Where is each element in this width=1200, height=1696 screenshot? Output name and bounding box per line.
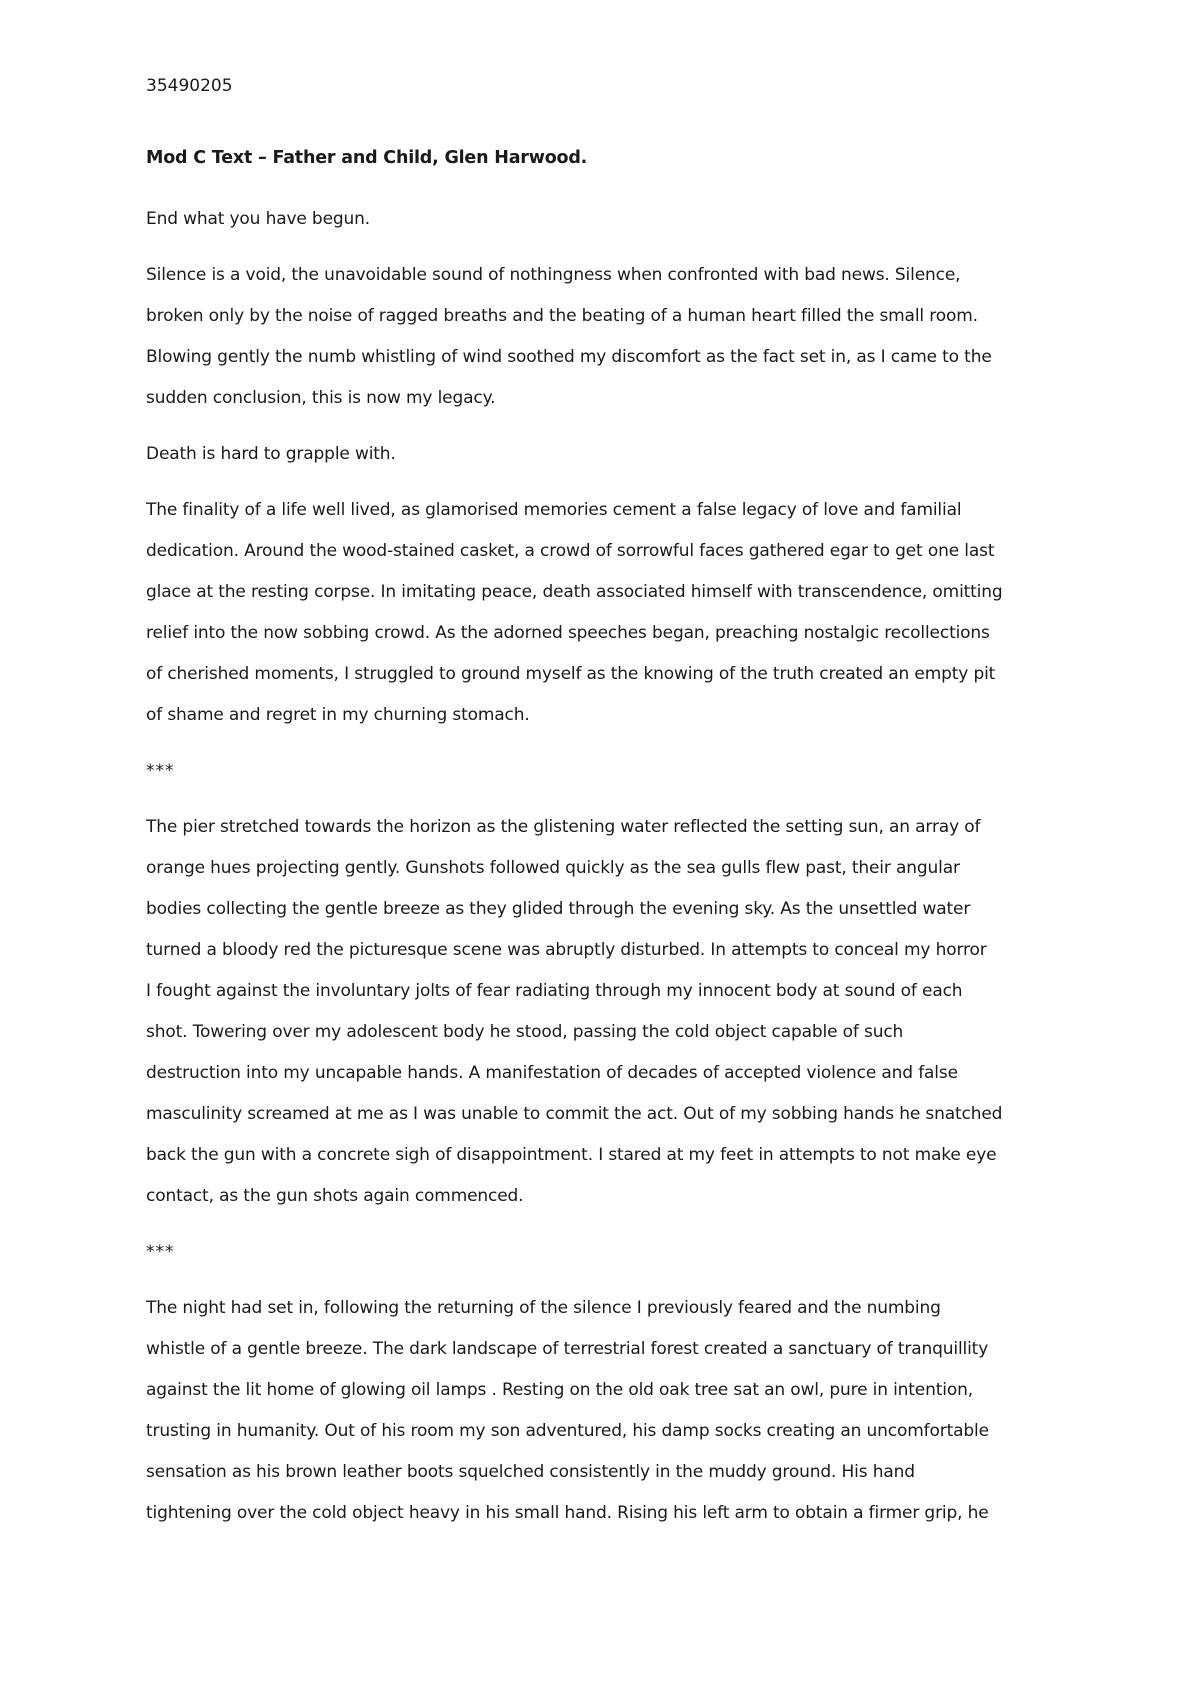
paragraph-line: trusting in humanity. Out of his room my son adventured, his damp socks creating an uncomfortable: [146, 1421, 989, 1441]
paragraph-line: dedication. Around the wood-stained casket, a crowd of sorrowful faces gathered egar to get one last: [146, 541, 995, 561]
paragraph-line: of shame and regret in my churning stomach.: [146, 705, 530, 725]
paragraph-line: sensation as his brown leather boots squelched consistently in the muddy ground. His hand: [146, 1462, 915, 1482]
paragraph-line: tightening over the cold object heavy in his small hand. Rising his left arm to obtain a firmer grip, he: [146, 1503, 989, 1523]
paragraph-line: whistle of a gentle breeze. The dark landscape of terrestrial forest created a sanctuary of tranquillity: [146, 1339, 989, 1359]
paragraph-line: I fought against the involuntary jolts of fear radiating through my innocent body at sound of each: [146, 981, 963, 1001]
paragraph-line: orange hues projecting gently. Gunshots followed quickly as the sea gulls flew past, their angular: [146, 858, 960, 878]
paragraph-line: Death is hard to grapple with.: [146, 444, 396, 464]
paragraph-line: destruction into my uncapable hands. A manifestation of decades of accepted violence and false: [146, 1063, 958, 1083]
student-id: 35490205: [146, 76, 233, 96]
paragraph-line: Silence is a void, the unavoidable sound of nothingness when confronted with bad news. Silence,: [146, 265, 961, 285]
paragraph-line: against the lit home of glowing oil lamps . Resting on the old oak tree sat an owl, pure in intention,: [146, 1380, 973, 1400]
body-paragraph: [146, 255, 1076, 419]
paragraph-line: The night had set in, following the returning of the silence I previously feared and the numbing: [146, 1298, 941, 1318]
paragraph-line: sudden conclusion, this is now my legacy.: [146, 388, 496, 408]
paragraph-line: contact, as the gun shots again commenced.: [146, 1186, 524, 1206]
paragraph-line: glace at the resting corpse. In imitating peace, death associated himself with transcendence, omitting: [146, 582, 1003, 602]
paragraph-line: End what you have begun.: [146, 209, 371, 229]
body-paragraph: [146, 434, 1076, 475]
paragraph-line: masculinity screamed at me as I was unable to commit the act. Out of my sobbing hands he snatched: [146, 1104, 1003, 1124]
paragraph-line: bodies collecting the gentle breeze as they glided through the evening sky. As the unsettled water: [146, 899, 971, 919]
paragraph-line: of cherished moments, I struggled to ground myself as the knowing of the truth created an empty pit: [146, 664, 996, 684]
paragraph-line: turned a bloody red the picturesque scene was abruptly disturbed. In attempts to conceal my horror: [146, 940, 987, 960]
paragraph-line: The finality of a life well lived, as glamorised memories cement a false legacy of love and familial: [146, 500, 962, 520]
section-divider: ***: [146, 1242, 175, 1262]
body-paragraph: [146, 807, 1076, 1217]
paragraph-line: broken only by the noise of ragged breaths and the beating of a human heart filled the small room.: [146, 306, 978, 326]
document-body: [146, 70, 1076, 1549]
body-paragraph: [146, 199, 1076, 240]
paragraph-line: back the gun with a concrete sigh of disappointment. I stared at my feet in attempts to not make eye: [146, 1145, 997, 1165]
body-paragraph: [146, 490, 1076, 736]
paragraph-line: shot. Towering over my adolescent body he stood, passing the cold object capable of such: [146, 1022, 904, 1042]
section-divider: ***: [146, 761, 175, 781]
paragraph-list: [146, 199, 1076, 1534]
paragraph-line: The pier stretched towards the horizon as the glistening water reflected the setting sun, an array of: [146, 817, 981, 837]
paragraph-line: Blowing gently the numb whistling of wind soothed my discomfort as the fact set in, as I came to the: [146, 347, 992, 367]
body-paragraph: [146, 1288, 1076, 1534]
paragraph-line: relief into the now sobbing crowd. As the adorned speeches began, preaching nostalgic recollections: [146, 623, 990, 643]
document-title: Mod C Text – Father and Child, Glen Harwood.: [146, 148, 588, 168]
